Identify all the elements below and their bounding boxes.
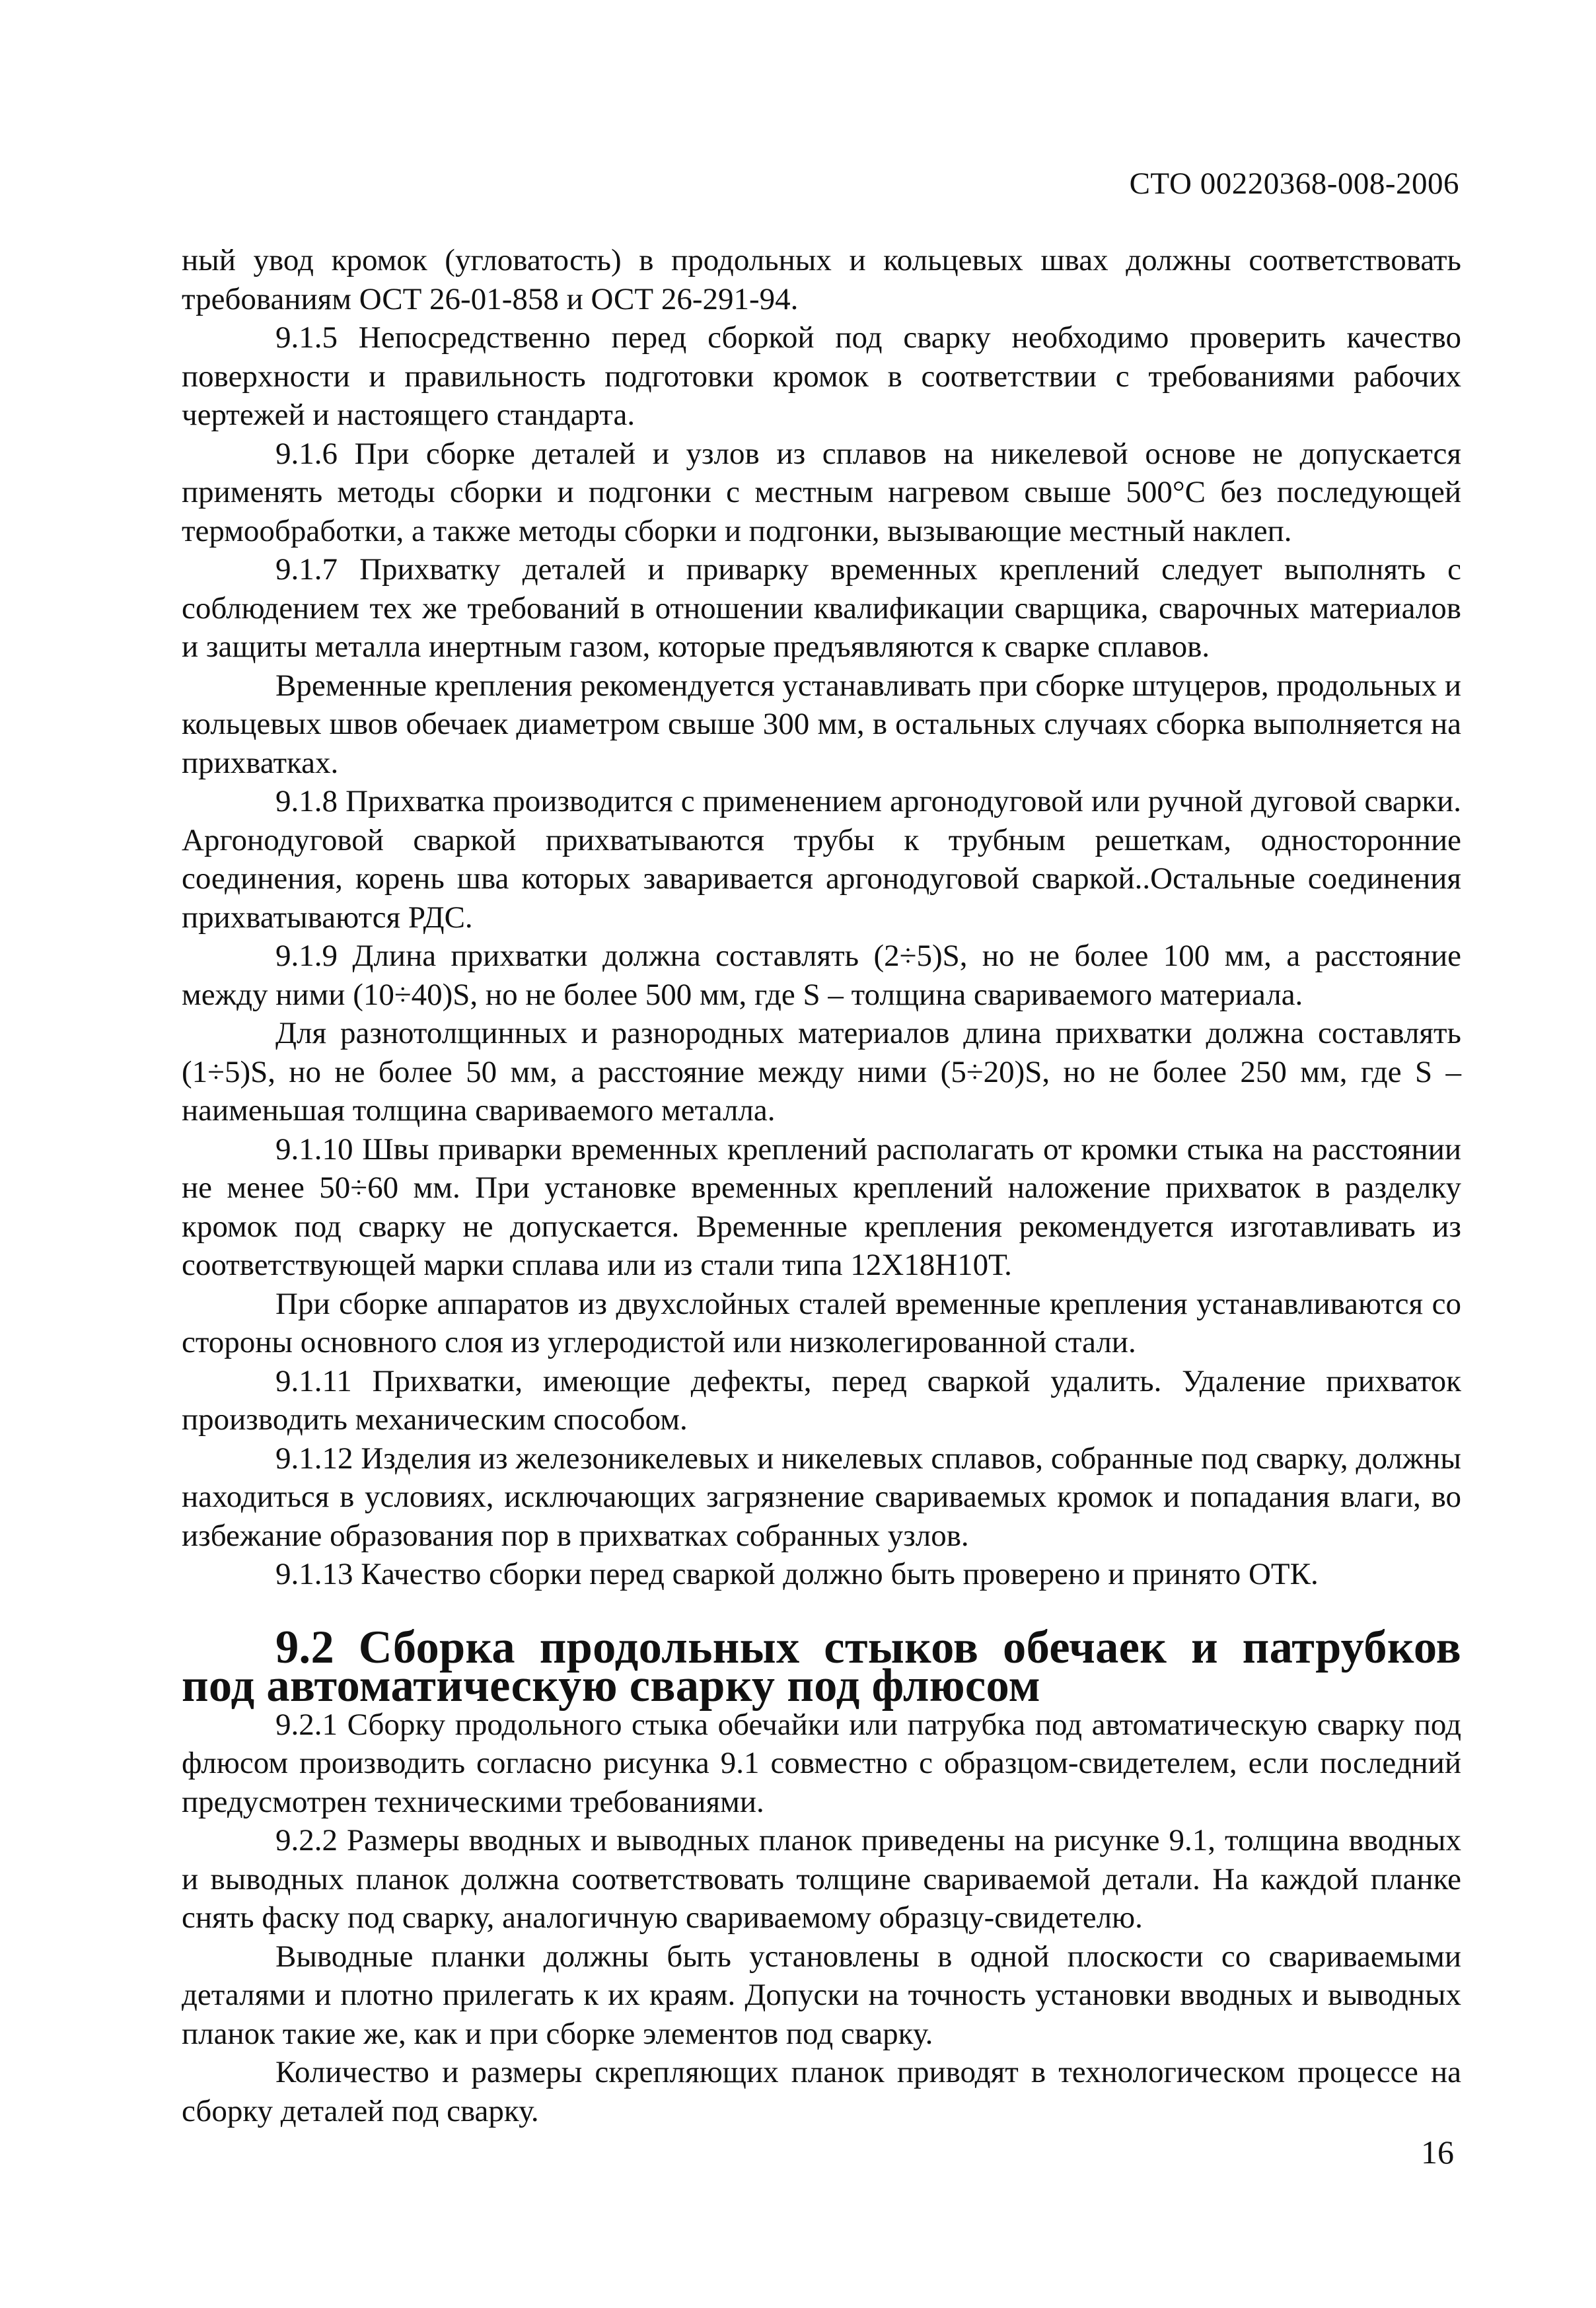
document-code-header: СТО 00220368-008-2006 [1129,166,1459,201]
paragraph-9-1-5: 9.1.5 Непосредственно перед сборкой под сварку необходимо проверить качество поверхности и правильность подготовки кромок в соответствии с требованиями рабочих чертежей и настоящего стандарта. [182,320,1461,432]
paragraph-output-strips: Выводные планки должны быть установлены в одной плоскости со свариваемыми деталями и плотно прилегать к их краям. Допуски на точность установки вводных и выводных планок такие же, как и при сборке элементов под сварку. [182,1939,1461,2051]
paragraph-9-1-6: 9.1.6 При сборке деталей и узлов из сплавов на никелевой основе не допускается применять методы сборки и подгонки с местным нагревом свыше 500°С без последующей термообработки, а также методы сборки и подгонки, вызывающие местный наклеп. [182,436,1461,548]
paragraph-9-1-9: 9.1.9 Длина прихватки должна составлять (2÷5)S, но не более 100 мм, а расстояние между ними (10÷40)S, но не более 500 мм, где S – толщина свариваемого материала. [182,939,1461,1012]
paragraph-two-layer-steels: При сборке аппаратов из двухслойных сталей временные крепления устанавливаются со стороны основного слоя из углеродистой или низколегированной стали. [182,1286,1461,1359]
paragraph-9-1-7: 9.1.7 Прихватку деталей и приварку временных креплений следует выполнять с соблюдением тех же требований в отношении квалификации сварщика, сварочных материалов и защиты металла инертным газом, которые предъявляются к сварке сплавов. [182,552,1461,664]
paragraph-9-1-8: 9.1.8 Прихватка производится с применением аргонодуговой или ручной дуговой сварки. Аргонодуговой сваркой прихватываются трубы к трубным решеткам, односторонние соединения, корень шва которых заваривается аргонодуговой сваркой..Остальные соединения прихватываются РДС. [182,784,1461,935]
paragraph-temporary-fixings: Временные крепления рекомендуется устанавливать при сборке штуцеров, продольных и кольцевых швов обечаек диаметром свыше 300 мм, в остальных случаях сборка выполняется на прихватках. [182,668,1461,780]
paragraph-9-2-2: 9.2.2 Размеры вводных и выводных планок приведены на рисунке 9.1, толщина вводных и выводных планок должна соответствовать толщине свариваемой детали. На каждой планке снять фаску под сварку, аналогичную свариваемому образцу-свидетелю. [182,1823,1461,1935]
page-number: 16 [1421,2134,1454,2171]
paragraph-fastening-strips: Количество и размеры скрепляющих планок приводят в технологическом процессе на сборку деталей под сварку. [182,2055,1461,2128]
paragraph-different-thickness: Для разнотолщинных и разнородных материалов длина прихватки должна составлять (1÷5)S, но не более 50 мм, а расстояние между ними (5÷20)S, но не более 250 мм, где S – наименьшая толщина свариваемого металла. [182,1016,1461,1128]
paragraph-continuation: ный увод кромок (угловатость) в продольных и кольцевых швах должны соответствовать требованиям ОСТ 26-01-858 и ОСТ 26-291-94. [182,243,1461,316]
paragraph-9-1-13: 9.1.13 Качество сборки перед сваркой должно быть проверено и принято ОТК. [275,1557,1319,1591]
paragraph-9-1-10: 9.1.10 Швы приварки временных креплений располагать от кромки стыка на расстоянии не менее 50÷60 мм. При установке временных креплений наложение прихваток в разделку кромок под сварку не допускается. Временные крепления рекомендуется изготавливать из соответствующей марки сплава или из стали типа 12Х18Н10Т. [182,1132,1461,1282]
section-heading-9-2: 9.2 Сборка продольных стыков обечаек и патрубков под автоматическую сварку под флюсом [182,1621,1461,1712]
paragraph-9-2-1: 9.2.1 Сборку продольного стыка обечайки или патрубка под автоматическую сварку под флюсом производить согласно рисунка 9.1 совместно с образцом-свидетелем, если последний предусмотрен техническими требованиями. [182,1707,1461,1819]
document-body [182,241,1461,2130]
paragraph-9-1-11: 9.1.11 Прихватки, имеющие дефекты, перед сваркой удалить. Удаление прихваток производить механическим способом. [182,1363,1461,1437]
paragraph-9-1-12: 9.1.12 Изделия из железоникелевых и никелевых сплавов, собранные под сварку, должны находиться в условиях, исключающих загрязнение свариваемых кромок и попадания влаги, во избежание образования пор в прихватках собранных узлов. [182,1441,1461,1553]
